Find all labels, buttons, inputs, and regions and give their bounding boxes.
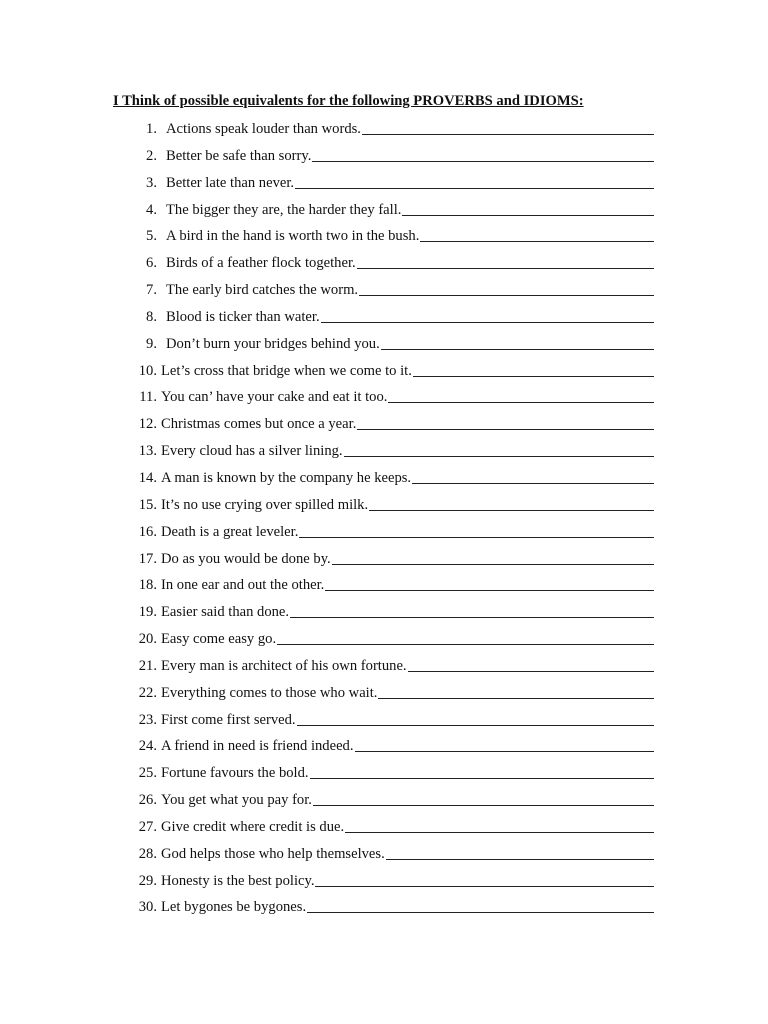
item-number: 6.	[146, 255, 157, 272]
proverb-text: Let’s cross that bridge when we come to it.	[161, 362, 412, 379]
answer-blank[interactable]	[402, 202, 654, 216]
proverb-text: Birds of a feather flock together.	[166, 255, 356, 272]
proverb-text: A bird in the hand is worth two in the bush.	[166, 228, 420, 245]
answer-blank[interactable]	[325, 577, 654, 591]
list-item	[130, 736, 660, 763]
list-item	[130, 468, 660, 495]
answer-blank[interactable]	[357, 255, 654, 269]
answer-blank[interactable]	[315, 873, 654, 887]
list-item	[130, 522, 660, 549]
proverb-text: In one ear and out the other.	[161, 577, 325, 594]
proverb-text: Honesty is the best policy.	[161, 872, 315, 889]
item-number: 22.	[138, 684, 157, 701]
list-item	[130, 307, 660, 334]
item-number: 18.	[138, 577, 157, 594]
list-item	[130, 361, 660, 388]
list-item	[130, 387, 660, 414]
answer-blank[interactable]	[362, 121, 654, 135]
item-number: 27.	[138, 818, 157, 835]
answer-blank[interactable]	[420, 228, 654, 242]
list-item	[130, 575, 660, 602]
item-number: 5.	[146, 228, 157, 245]
answer-blank[interactable]	[355, 738, 655, 752]
list-item	[130, 763, 660, 790]
list-item	[130, 549, 660, 576]
answer-blank[interactable]	[345, 819, 654, 833]
answer-blank[interactable]	[332, 551, 654, 565]
list-item	[130, 683, 660, 710]
answer-blank[interactable]	[295, 175, 654, 189]
answer-blank[interactable]	[388, 389, 654, 403]
list-item	[130, 602, 660, 629]
proverb-text: Blood is ticker than water.	[166, 308, 320, 325]
proverb-text: Better late than never.	[166, 174, 295, 191]
item-number: 28.	[138, 845, 157, 862]
item-number: 2.	[146, 147, 157, 164]
answer-blank[interactable]	[381, 336, 654, 350]
item-number: 30.	[138, 899, 157, 916]
worksheet-heading: I Think of possible equivalents for the following PROVERBS and IDIOMS:	[113, 93, 584, 109]
answer-blank[interactable]	[408, 658, 654, 672]
answer-blank[interactable]	[299, 524, 654, 538]
list-item	[130, 334, 660, 361]
proverb-text: Everything comes to those who wait.	[161, 684, 378, 701]
answer-blank[interactable]	[386, 846, 654, 860]
list-item	[130, 817, 660, 844]
proverb-text: Every cloud has a silver lining.	[161, 443, 343, 460]
item-number: 13.	[138, 443, 157, 460]
item-number: 25.	[138, 765, 157, 782]
answer-blank[interactable]	[378, 685, 654, 699]
item-number: 14.	[138, 469, 157, 486]
list-item	[130, 495, 660, 522]
item-number: 15.	[138, 496, 157, 513]
answer-blank[interactable]	[369, 497, 654, 511]
proverb-text: Death is a great leveler.	[161, 523, 299, 540]
answer-blank[interactable]	[413, 363, 654, 377]
item-number: 29.	[138, 872, 157, 889]
item-number: 10.	[138, 362, 157, 379]
item-number: 11.	[139, 389, 157, 406]
proverb-text: Better be safe than sorry.	[166, 147, 312, 164]
proverb-text: A man is known by the company he keeps.	[161, 469, 412, 486]
proverb-text: You get what you pay for.	[161, 792, 312, 809]
list-item	[130, 173, 660, 200]
answer-blank[interactable]	[412, 470, 654, 484]
list-item	[130, 226, 660, 253]
list-item	[130, 414, 660, 441]
proverb-text: Fortune favours the bold.	[161, 765, 309, 782]
item-number: 19.	[138, 604, 157, 621]
list-item	[130, 656, 660, 683]
answer-blank[interactable]	[290, 604, 654, 618]
list-item	[130, 119, 660, 146]
proverb-text: Actions speak louder than words.	[166, 121, 361, 137]
proverb-text: Let bygones be bygones.	[161, 899, 307, 916]
proverb-text: Easy come easy go.	[161, 631, 277, 648]
answer-blank[interactable]	[359, 282, 654, 296]
proverb-text: Don’t burn your bridges behind you.	[166, 335, 380, 352]
proverb-text: God helps those who help themselves.	[161, 845, 385, 862]
item-number: 1.	[146, 121, 157, 137]
item-number: 9.	[146, 335, 157, 352]
list-item	[130, 253, 660, 280]
proverb-text: The early bird catches the worm.	[166, 282, 359, 299]
item-number: 3.	[146, 174, 157, 191]
list-item	[130, 629, 660, 656]
proverb-text: Christmas comes but once a year.	[161, 416, 357, 433]
proverb-text: Give credit where credit is due.	[161, 818, 345, 835]
list-item	[130, 441, 660, 468]
answer-blank[interactable]	[297, 712, 654, 726]
answer-blank[interactable]	[344, 443, 654, 457]
list-item	[130, 710, 660, 737]
proverb-text: The bigger they are, the harder they fall.	[166, 201, 402, 218]
item-number: 7.	[146, 282, 157, 299]
item-number: 17.	[138, 550, 157, 567]
item-number: 16.	[138, 523, 157, 540]
list-item	[130, 897, 660, 924]
answer-blank[interactable]	[321, 309, 654, 323]
item-number: 4.	[146, 201, 157, 218]
list-item	[130, 146, 660, 173]
answer-blank[interactable]	[357, 416, 654, 430]
item-number: 12.	[138, 416, 157, 433]
item-number: 21.	[138, 657, 157, 674]
proverb-text: It’s no use crying over spilled milk.	[161, 496, 369, 513]
list-item	[130, 844, 660, 871]
proverb-text: You can’ have your cake and eat it too.	[161, 389, 388, 406]
answer-blank[interactable]	[277, 631, 654, 645]
answer-blank[interactable]	[313, 792, 654, 806]
list-item	[130, 790, 660, 817]
proverb-text: A friend in need is friend indeed.	[161, 738, 354, 755]
proverb-text: Easier said than done.	[161, 604, 290, 621]
item-number: 20.	[138, 631, 157, 648]
answer-blank[interactable]	[307, 899, 654, 913]
item-number: 23.	[138, 711, 157, 728]
list-item	[130, 871, 660, 898]
proverb-text: Every man is architect of his own fortune.	[161, 657, 407, 674]
list-item	[130, 280, 660, 307]
item-number: 8.	[146, 308, 157, 325]
item-number: 26.	[138, 792, 157, 809]
answer-blank[interactable]	[312, 148, 654, 162]
proverb-text: First come first served.	[161, 711, 296, 728]
proverb-text: Do as you would be done by.	[161, 550, 331, 567]
proverb-list	[130, 119, 660, 924]
answer-blank[interactable]	[310, 765, 654, 779]
item-number: 24.	[138, 738, 157, 755]
list-item	[130, 200, 660, 227]
